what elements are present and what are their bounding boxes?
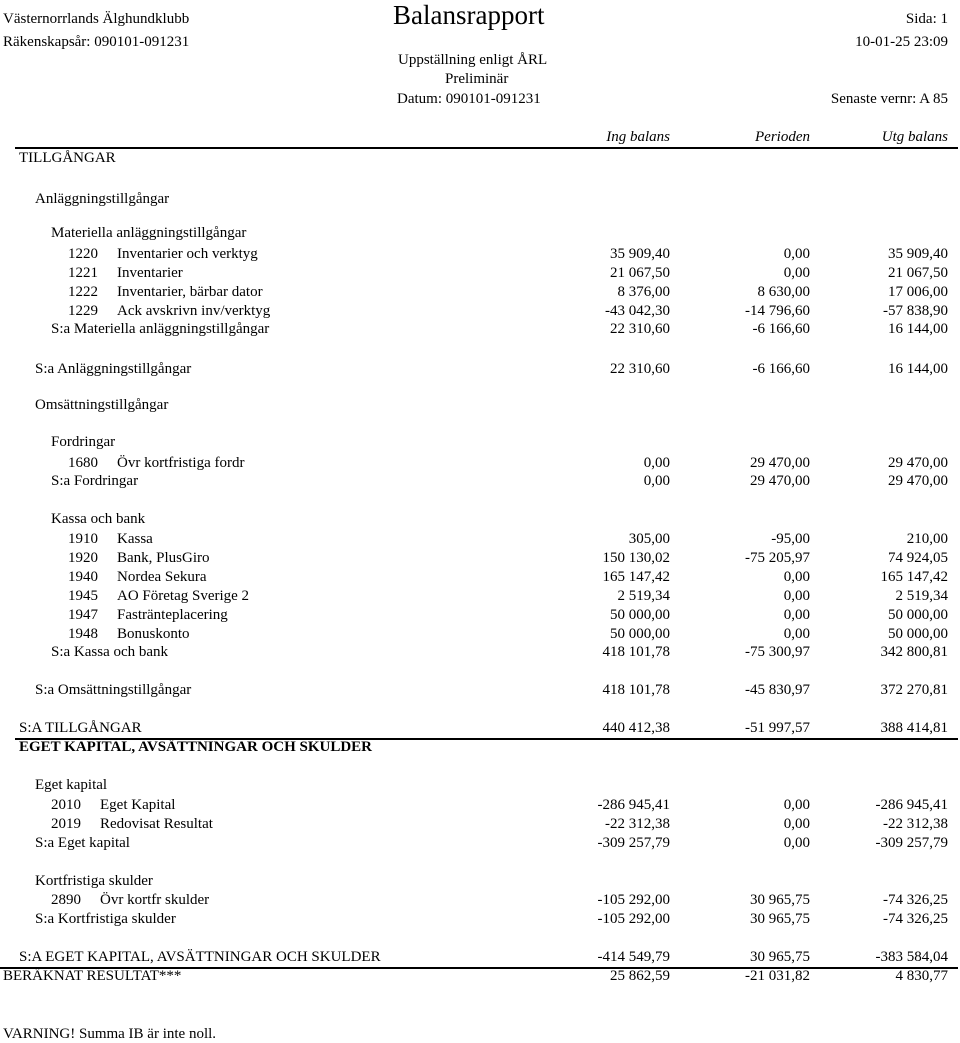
utg-value: 342 800,81 [880,644,948,660]
period-value: -75 205,97 [745,550,810,566]
ing-value: 150 130,02 [602,550,670,566]
account-row-2010 [0,796,960,815]
computed-result-row [0,967,960,986]
account-row-1229 [0,302,960,321]
utg-value: -74 326,25 [883,911,948,927]
account-row-2019 [0,815,960,834]
sum-label: S:a Fordringar [51,473,139,489]
account-name: Fasträntеplacering [117,607,228,623]
sum-label: S:a Materiella anläggningstillgångar [51,321,270,337]
account-name: Kassa [117,531,153,547]
utg-value: 388 414,81 [880,720,948,736]
period-value: 29 470,00 [750,473,810,489]
ing-value: 418 101,78 [602,682,670,698]
utg-value: -74 326,25 [883,892,948,908]
ing-value: 21 067,50 [610,265,670,281]
period-value: -95,00 [771,531,810,547]
col-utg-balans: Utg balans [881,129,948,145]
latest-version: Senaste vernr: A 85 [830,91,948,107]
sum-label: BERÄKNAT RESULTAT*** [3,968,182,984]
utg-value: 29 470,00 [888,473,948,489]
sum-label: S:a Eget kapital [35,835,130,851]
account-name: Eget Kapital [100,797,176,813]
utg-value: 372 270,81 [880,682,948,698]
account-number: 1221 [68,265,98,281]
account-number: 1945 [68,588,98,604]
ing-value: -105 292,00 [597,892,670,908]
period-value: 0,00 [783,626,810,642]
sum-label: S:A TILLGÅNGAR [19,720,142,736]
org-name: Västernorrlands Älghundklubb [3,11,190,27]
account-row-1680 [0,454,960,473]
ing-value: -105 292,00 [597,911,670,927]
section-current-assets: Omsättningstillgångar [35,397,169,413]
ing-value: -43 042,30 [605,303,670,319]
account-number: 1220 [68,246,98,262]
ing-value: 440 412,38 [602,720,670,736]
utg-value: -57 838,90 [883,303,948,319]
ing-value: 22 310,60 [610,361,670,377]
account-name: Bonuskonto [117,626,190,642]
section-tangible: Materiella anläggningstillgångar [51,225,247,241]
section-equity: Eget kapital [35,777,108,793]
sum-row-current-assets [0,681,960,700]
account-row-1910 [0,530,960,549]
ing-value: 25 862,59 [610,968,670,984]
period-value: -75 300,97 [745,644,810,660]
sum-row-fixed-assets [0,360,960,379]
period-value: -6 166,60 [752,321,810,337]
utg-value: -286 945,41 [875,797,948,813]
account-row-1948 [0,625,960,644]
utg-value: 74 924,05 [888,550,948,566]
account-name: Inventarier, bärbar dator [117,284,263,300]
fiscal-year: Räkenskapsår: 090101-091231 [3,34,190,50]
account-row-1947 [0,606,960,625]
account-number: 1948 [68,626,98,642]
account-row-1945 [0,587,960,606]
period-value: 0,00 [783,246,810,262]
account-number: 1920 [68,550,98,566]
utg-value: 29 470,00 [888,455,948,471]
account-number: 2010 [51,797,81,813]
ing-value: -22 312,38 [605,816,670,832]
period-value: -45 830,97 [745,682,810,698]
utg-value: 50 000,00 [888,626,948,642]
account-row-1940 [0,568,960,587]
sum-row-short-liabilities [0,910,960,929]
col-perioden: Perioden [755,129,810,145]
account-number: 1680 [68,455,98,471]
account-name: Inventarier [117,265,183,281]
period-value: 0,00 [783,588,810,604]
ing-value: 305,00 [628,531,670,547]
ing-value: -286 945,41 [597,797,670,813]
ing-value: 22 310,60 [610,321,670,337]
period-value: -51 997,57 [745,720,810,736]
utg-value: -309 257,79 [875,835,948,851]
sum-row-cash-bank [0,643,960,662]
account-row-1220 [0,245,960,264]
utg-value: 17 006,00 [888,284,948,300]
col-ing-balans: Ing balans [606,129,670,145]
period-value: 0,00 [783,607,810,623]
sum-row-receivables [0,472,960,491]
header-rule [15,147,958,149]
utg-value: 16 144,00 [888,361,948,377]
utg-value: -383 584,04 [875,949,948,965]
utg-value: 210,00 [906,531,948,547]
ing-value: 50 000,00 [610,626,670,642]
period-value: 0,00 [783,265,810,281]
ing-value: -309 257,79 [597,835,670,851]
account-name: Ack avskrivn inv/verktyg [117,303,271,319]
account-number: 1947 [68,607,98,623]
account-row-1221 [0,264,960,283]
period-value: 0,00 [783,569,810,585]
account-number: 1910 [68,531,98,547]
ing-value: 0,00 [643,455,670,471]
printed-timestamp: 10-01-25 23:09 [855,34,948,50]
page-number: Sida: 1 [905,11,948,27]
ing-value: 418 101,78 [602,644,670,660]
warning-text: VARNING! Summa IB är inte noll. [3,1026,217,1042]
period-value: -6 166,60 [752,361,810,377]
ing-value: 165 147,42 [602,569,670,585]
account-name: Inventarier och verktyg [117,246,258,262]
account-number: 1940 [68,569,98,585]
utg-value: 50 000,00 [888,607,948,623]
subtitle-preliminary: Preliminär [445,71,509,87]
period-value: 0,00 [783,816,810,832]
utg-value: 2 519,34 [895,588,948,604]
period-value: 30 965,75 [750,949,810,965]
report-date: Datum: 090101-091231 [397,91,541,107]
account-row-2890 [0,891,960,910]
period-value: 30 965,75 [750,892,810,908]
ing-value: 8 376,00 [617,284,670,300]
period-value: -21 031,82 [745,968,810,984]
section-cash-bank: Kassa och bank [51,511,146,527]
sum-row-total-assets [0,719,960,738]
utg-value: 4 830,77 [895,968,948,984]
account-row-1920 [0,549,960,568]
sum-label: S:a Kortfristiga skulder [35,911,176,927]
account-row-1222 [0,283,960,302]
account-name: Övr kortfr skulder [100,892,210,908]
ing-value: 2 519,34 [617,588,670,604]
period-value: 29 470,00 [750,455,810,471]
utg-value: 35 909,40 [888,246,948,262]
account-number: 2890 [51,892,81,908]
account-number: 1229 [68,303,98,319]
sum-row-tangible [0,320,960,339]
section-assets: TILLGÅNGAR [19,150,116,166]
sum-row-equity [0,834,960,853]
ing-value: 0,00 [643,473,670,489]
account-name: Nordea Sekura [117,569,207,585]
sum-label: S:A EGET KAPITAL, AVSÄTTNINGAR OCH SKULDER [19,949,381,965]
utg-value: 16 144,00 [888,321,948,337]
section-short-liabilities: Kortfristiga skulder [35,873,153,889]
account-name: Bank, PlusGiro [117,550,210,566]
period-value: 0,00 [783,835,810,851]
report-title: Balansrapport [393,0,545,30]
ing-value: 50 000,00 [610,607,670,623]
account-name: Redovisat Resultat [100,816,213,832]
ing-value: 35 909,40 [610,246,670,262]
account-number: 1222 [68,284,98,300]
period-value: 30 965,75 [750,911,810,927]
account-name: Övr kortfristiga fordr [117,455,245,471]
ing-value: -414 549,79 [597,949,670,965]
period-value: 0,00 [783,797,810,813]
period-value: 8 630,00 [757,284,810,300]
utg-value: 21 067,50 [888,265,948,281]
section-receivables: Fordringar [51,434,116,450]
sum-row-total-equity-liabilities [0,948,960,967]
section-equity-liabilities: EGET KAPITAL, AVSÄTTNINGAR OCH SKULDER [19,739,372,755]
period-value: -14 796,60 [745,303,810,319]
section-fixed-assets: Anläggningstillgångar [35,191,170,207]
sum-label: S:a Omsättningstillgångar [35,682,192,698]
sum-label: S:a Anläggningstillgångar [35,361,192,377]
utg-value: -22 312,38 [883,816,948,832]
account-number: 2019 [51,816,81,832]
utg-value: 165 147,42 [880,569,948,585]
account-name: AO Företag Sverige 2 [117,588,250,604]
subtitle-arl: Uppställning enligt ÅRL [398,52,548,68]
sum-label: S:a Kassa och bank [51,644,169,660]
